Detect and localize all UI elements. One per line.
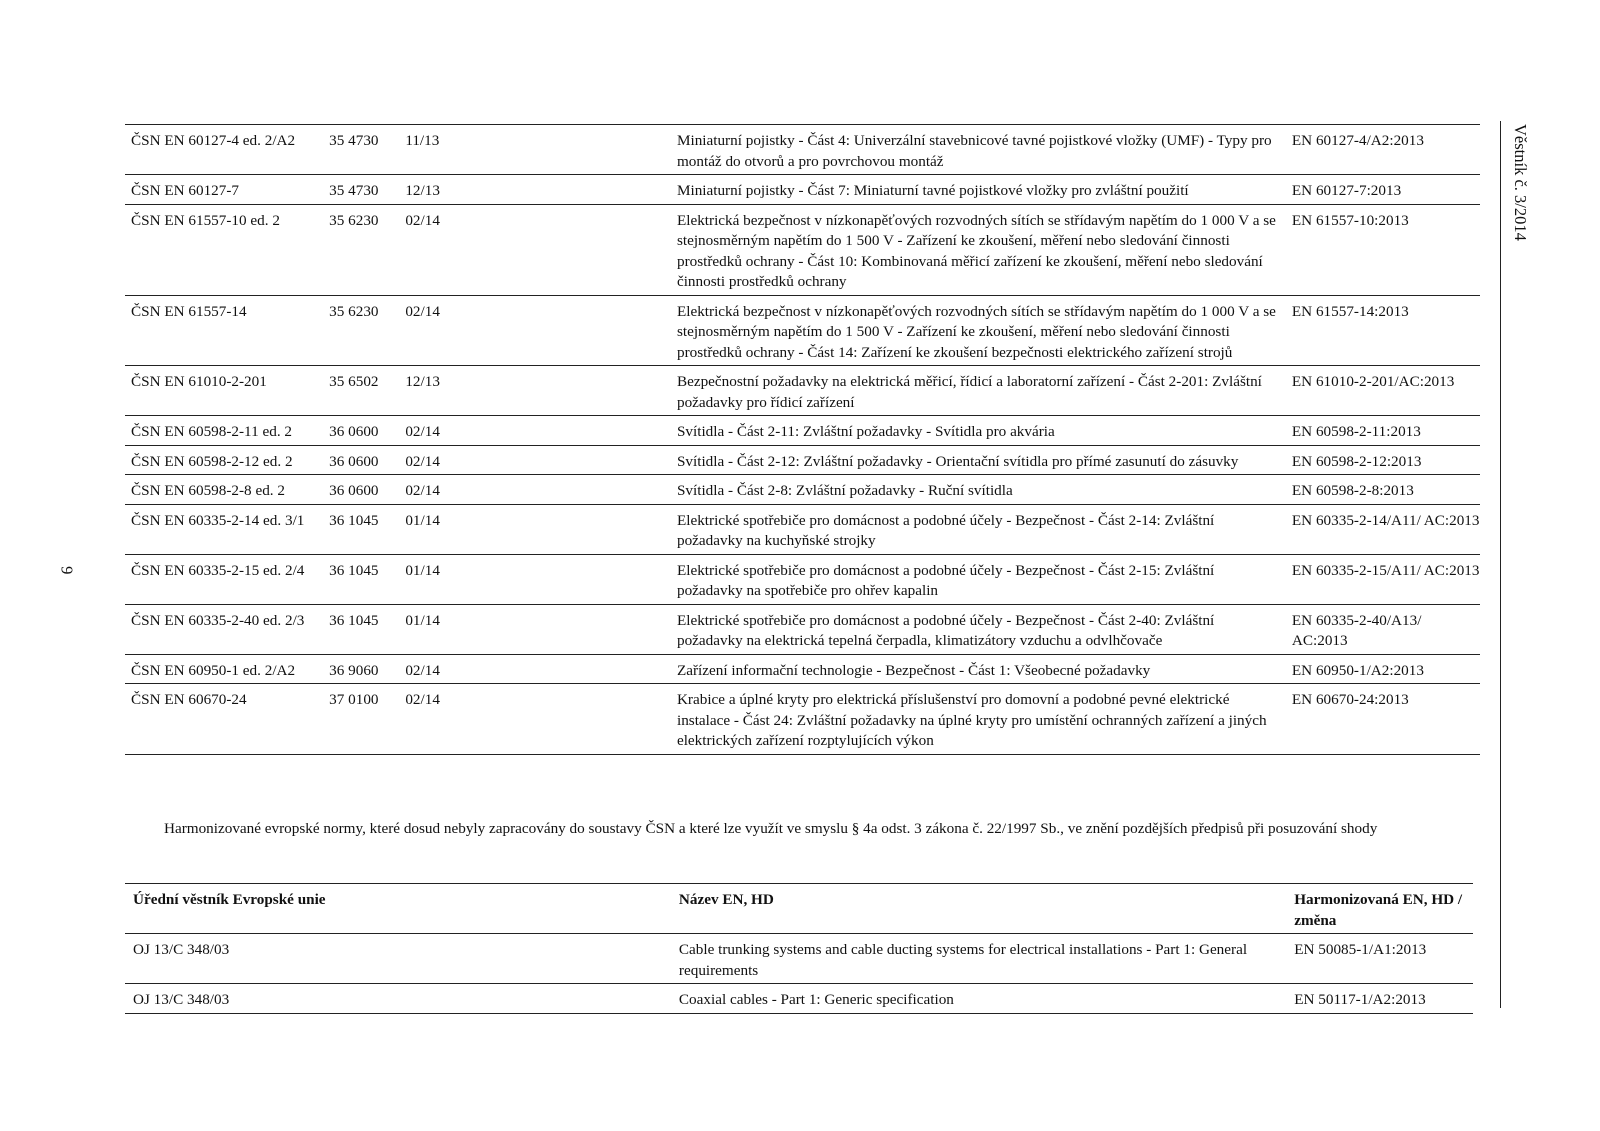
standard-class: 35 6502: [329, 373, 379, 390]
standard-date: 02/14: [405, 482, 440, 499]
standard-class: 36 9060: [329, 661, 379, 679]
standard-title: Krabice a úplné kryty pro elektrická příslušenství pro domovní a podobné pevné elektrické instalace - Část 24: Zvláštní požadavky na úplné kryty pro umístění ochranných zařízení a jiných elektrických zařízení rozptylujících výkon: [676, 691, 1267, 749]
standard-title: Elektrické spotřebiče pro domácnost a podobné účely - Bezpečnost - Část 2-15: Zvláštní požadavky na spotřebiče pro ohřev kapalin: [676, 561, 1215, 599]
standard-class: 36 1045: [329, 561, 379, 579]
header-amendment: Harmonizovaná EN, HD / změna: [1294, 891, 1463, 929]
page-margin-rule: [1500, 121, 1501, 1008]
standard-en: EN 60335-2-14/A11/ AC:2013: [1291, 511, 1480, 529]
standard-csn: ČSN EN 60598-2-11 ed. 2: [131, 423, 293, 440]
standard-title: Bezpečnostní požadavky na elektrická měřicí, řídicí a laboratorní zařízení - Část 2-201: Zvláštní požadavky pro řídicí zařízení: [676, 373, 1262, 411]
standard-title: Miniaturní pojistky - Část 4: Univerzální stavebnicové tavné pojistkové vložky (UMF) - Typy pro montáž do otvorů a pro povrchovou montáž: [676, 132, 1272, 170]
standard-title: Svítidla - Část 2-12: Zvláštní požadavky - Orientační svítidla pro přímé zasunutí do zásuvky: [676, 452, 1239, 470]
standard-row: [125, 684, 1480, 755]
harmonized-table: [125, 883, 1473, 1014]
header-name: Název EN, HD: [678, 891, 774, 908]
harmonized-table-body: [125, 934, 1473, 1014]
page-number: 9: [57, 566, 77, 575]
standard-en: EN 61010-2-201/AC:2013: [1291, 373, 1455, 390]
standard-title: Elektrická bezpečnost v nízkonapěťových rozvodných sítích se střídavým napětím do 1 000 V a se stejnosměrným napětím do 1 500 V - Zařízení ke zkoušení, měření nebo sledování činnosti prostředků ochrany - Část 14: Zařízení ke zkoušení bezpečnosti elektrického zařízení strojů: [676, 302, 1276, 361]
standard-class: 36 1045: [329, 511, 379, 529]
standard-row: [125, 175, 1480, 205]
standard-class: 36 0600: [329, 482, 379, 499]
standard-title: Elektrické spotřebiče pro domácnost a podobné účely - Bezpečnost - Část 2-40: Zvláštní požadavky na elektrická tepelná čerpadla, klimatizátory vzduchu a odvlhčovače: [676, 611, 1215, 649]
standard-en: EN 60598-2-11:2013: [1291, 423, 1421, 440]
harmonized-note: Harmonizované evropské normy, které dosud nebyly zapracovány do soustavy ČSN a které lze využít ve smyslu § 4a odst. 3 zákona č. 22/1997 Sb., ve znění pozdějších předpisů při posuzování shody: [164, 820, 1378, 837]
standard-class: 35 6230: [329, 211, 379, 229]
harmonized-amendment: EN 50117-1/A2:2013: [1294, 991, 1426, 1008]
standard-date: 02/14: [405, 302, 440, 320]
standard-row: [125, 295, 1480, 366]
standard-date: 12/13: [405, 182, 440, 199]
standard-date: 02/14: [405, 661, 440, 679]
standard-date: 02/14: [405, 423, 440, 440]
standard-date: 01/14: [405, 561, 440, 579]
standard-csn: ČSN EN 60127-7: [131, 182, 240, 199]
standard-csn: ČSN EN 60335-2-15 ed. 2/4: [131, 561, 305, 579]
standard-class: 35 4730: [329, 182, 379, 199]
standard-row: [125, 204, 1480, 295]
standard-date: 02/14: [405, 211, 440, 229]
standard-csn: ČSN EN 60335-2-14 ed. 3/1: [131, 511, 305, 529]
standard-row: [125, 445, 1480, 475]
standard-row: [125, 475, 1480, 505]
harmonized-row: [125, 984, 1473, 1014]
standard-row: [125, 366, 1480, 416]
standards-table-body: [125, 125, 1480, 755]
standard-row: [125, 504, 1480, 554]
standard-en: EN 60335-2-40/A13/ AC:2013: [1291, 611, 1422, 649]
standard-en: EN 60598-2-8:2013: [1291, 482, 1414, 499]
harmonized-amendment: EN 50085-1/A1:2013: [1294, 941, 1427, 958]
harmonized-journal: OJ 13/C 348/03: [133, 941, 230, 958]
standard-date: 02/14: [405, 452, 440, 470]
standard-csn: ČSN EN 60127-4 ed. 2/A2: [131, 132, 296, 149]
standard-en: EN 60127-7:2013: [1291, 182, 1402, 199]
standard-class: 35 4730: [329, 132, 379, 149]
standard-csn: ČSN EN 60950-1 ed. 2/A2: [131, 661, 296, 679]
standard-class: 35 6230: [329, 302, 379, 320]
standard-title: Svítidla - Část 2-8: Zvláštní požadavky - Ruční svítidla: [676, 482, 1013, 499]
standard-row: [125, 604, 1480, 654]
standard-row: [125, 416, 1480, 446]
standard-en: EN 60127-4/A2:2013: [1291, 132, 1424, 149]
standard-row: [125, 554, 1480, 604]
standard-date: 01/14: [405, 611, 440, 629]
standard-title: Zařízení informační technologie - Bezpečnost - Část 1: Všeobecné požadavky: [676, 661, 1151, 679]
standard-row: [125, 125, 1480, 175]
harmonized-journal: OJ 13/C 348/03: [133, 991, 230, 1008]
standard-csn: ČSN EN 60598-2-8 ed. 2: [131, 482, 285, 499]
standard-csn: ČSN EN 60670-24: [131, 691, 247, 708]
journal-side-header: Věstník č. 3/2014: [1511, 124, 1530, 241]
standard-csn: ČSN EN 61010-2-201: [131, 373, 267, 390]
harmonized-name: Coaxial cables - Part 1: Generic specification: [678, 991, 954, 1008]
standard-class: 36 0600: [329, 423, 379, 440]
standard-csn: ČSN EN 61557-14: [131, 302, 247, 320]
standard-en: EN 61557-14:2013: [1291, 302, 1409, 320]
standard-title: Elektrické spotřebiče pro domácnost a podobné účely - Bezpečnost - Část 2-14: Zvláštní požadavky na kuchyňské strojky: [676, 511, 1215, 549]
standard-en: EN 60950-1/A2:2013: [1291, 661, 1424, 679]
standard-csn: ČSN EN 60598-2-12 ed. 2: [131, 452, 293, 470]
standard-date: 01/14: [405, 511, 440, 529]
standard-title: Miniaturní pojistky - Část 7: Miniaturní tavné pojistkové vložky pro zvláštní použití: [676, 182, 1189, 199]
standard-date: 12/13: [405, 373, 440, 390]
standards-table: [125, 124, 1480, 755]
harmonized-table-header: [125, 884, 1473, 934]
standard-class: 37 0100: [329, 691, 379, 708]
standard-row: [125, 654, 1480, 684]
standard-date: 02/14: [405, 691, 440, 708]
standard-en: EN 60598-2-12:2013: [1291, 452, 1422, 470]
standard-csn: ČSN EN 61557-10 ed. 2: [131, 211, 280, 229]
standard-en: EN 60335-2-15/A11/ AC:2013: [1291, 561, 1480, 579]
harmonized-name: Cable trunking systems and cable ducting systems for electrical installations - Part 1: General requirements: [678, 941, 1248, 979]
standard-en: EN 60670-24:2013: [1291, 691, 1409, 708]
standard-csn: ČSN EN 60335-2-40 ed. 2/3: [131, 611, 305, 629]
standard-class: 36 1045: [329, 611, 379, 629]
standard-title: Elektrická bezpečnost v nízkonapěťových rozvodných sítích se střídavým napětím do 1 000 V a se stejnosměrným napětím do 1 500 V - Zařízení ke zkoušení, měření nebo sledování činnosti prostředků ochrany - Část 10: Kombinovaná měřicí zařízení ke zkoušení, měření nebo sledování činnosti prostředků ochrany: [676, 211, 1276, 290]
standard-title: Svítidla - Část 2-11: Zvláštní požadavky - Svítidla pro akvária: [676, 423, 1055, 440]
standard-date: 11/13: [405, 132, 440, 149]
header-journal: Úřední věstník Evropské unie: [133, 891, 326, 908]
harmonized-row: [125, 934, 1473, 984]
standard-en: EN 61557-10:2013: [1291, 211, 1409, 229]
standard-class: 36 0600: [329, 452, 379, 470]
